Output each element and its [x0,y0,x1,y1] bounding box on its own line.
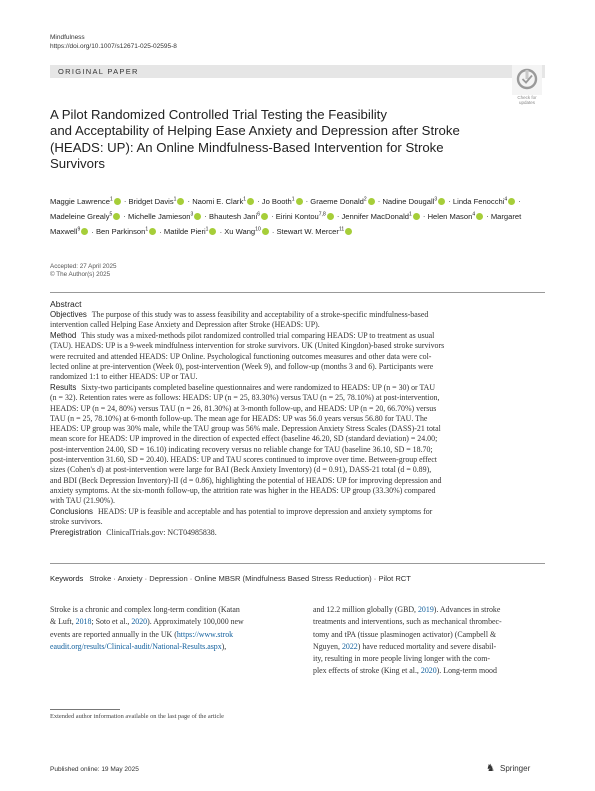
author [164,227,218,236]
author-name: Jennifer MacDonald [341,211,410,221]
author-name: Matilde Pieri [163,227,206,237]
orcid-icon[interactable] [508,198,515,205]
body-right-column: and 12.2 million globally (GBD, 2019). Advances in stroke treatments and interventions, such as mechanical thrombec- tomy and tPA (tissue plasminogen activator) (Campbell & Nguyen, 2022) have reduced mortality and severe disabil- ity, resulting in more people living longer with the com- plex effects of stroke (King et al., 2020). Long-term mood [313,605,502,676]
author-name: Jo Booth [261,196,292,206]
author-list [50,193,545,239]
keywords-label: Keywords [50,574,84,583]
author [310,197,375,206]
author-name: Graeme Donald [310,196,364,206]
author-name: Linda Fenocchi [452,196,505,206]
orcid-icon[interactable] [327,213,334,220]
author-separator: · [375,196,383,206]
author-affiliation: 4 [472,211,476,218]
citation-link[interactable]: 2020 [420,666,437,676]
author-name: Eirini Kontou [275,211,319,221]
author [209,212,269,221]
orcid-icon[interactable] [368,198,375,205]
author [341,212,420,221]
author [453,197,516,206]
citation-link[interactable]: 2022 [341,641,358,651]
clinical-trials-id: ClinicalTrials.gov: NCT04985838. [106,528,217,537]
orcid-icon[interactable] [113,213,120,220]
article-title: A Pilot Randomized Controlled Trial Testing the Feasibility and Acceptability of Helping Ease Anxiety and Depression after Stroke (HEADS: UP): An Online Mindfulness-Based Intervention for Stroke Survivors [50,107,460,172]
doi-link[interactable]: https://doi.org/10.1007/s12671-025-02595-8 [50,43,177,50]
author-separator: · [269,227,277,237]
abstract-method: Method This study was a mixed-methods pilot randomized controlled trial comparing HEADS: UP to treatment as usual (TAU). HEADS: UP is a 9-week mindfulness intervention for stroke survivors. UK (United Kingdon)-based stroke survivors were recruited and attended HEADS: UP Online. Psychological functioning outcomes measures and other data were col- lected online at pre-intervention (Week 0), post-intervention (Week 9), and follow-up (months 3 and 6). Participants were randomized 1:1 to either HEADS: UP or TAU. [50,331,445,382]
author-name: Maggie Lawrence [50,196,110,206]
author-name: Bridget Davis [128,196,174,206]
author-separator: · [303,196,311,206]
orcid-icon[interactable] [247,198,254,205]
author-separator: · [334,211,342,221]
results-label: Results [50,383,77,392]
orcid-icon[interactable] [261,213,268,220]
citation-link[interactable]: 2019 [417,605,434,614]
author [50,197,122,206]
abstract-objectives: Objectives The purpose of this study was to assess feasibility and acceptability of a stroke-specific mindfulness-based intervention called Helping Ease Anxiety and Depression after Stroke (HEADS: UP). [50,310,429,330]
orcid-icon[interactable] [177,198,184,205]
license-line: © The Author(s) 2025 [50,271,111,278]
body-left-column: Stroke is a chronic and complex long-term condition (Katan & Luft, 2018; Soto et al., 2020). Approximately 100,000 new events are reported annually in the UK (https://www.strok eaudit.org/results/Clinical-audit/National-Results.aspx), [50,605,244,651]
author-separator: · [268,211,276,221]
author-affiliation: 2 [363,196,367,202]
author-affiliation: 1 [291,196,295,202]
orcid-icon[interactable] [194,213,201,220]
orcid-icon[interactable] [209,228,216,235]
author-affiliation: 3 [434,196,438,202]
citation-link[interactable]: 2020 [131,617,148,627]
author-affiliation: 6 [257,211,260,218]
author-affiliation: 1 [145,226,149,233]
orcid-icon[interactable] [149,228,156,235]
stroke-audit-link[interactable]: eaudit.org/results/Clinical-audit/National-Results.aspx [50,641,222,651]
accepted-date: Accepted: 27 April 2025 [50,263,117,270]
author-affiliation: 7,8 [318,211,326,218]
author-affiliation: 3 [190,211,194,218]
keywords [50,574,411,583]
author-separator: · [202,211,210,221]
objectives-label: Objectives [50,310,87,319]
abstract-heading: Abstract [50,299,82,309]
citation-link[interactable]: 2018 [75,617,92,627]
abstract-top-rule [50,292,545,293]
publisher-logo: Springer [500,764,531,773]
check-for-updates-icon[interactable] [512,65,542,95]
author [276,227,353,236]
author-name: Xu Wang [224,227,256,237]
author-separator: · [121,196,129,206]
footnote-rule [50,709,120,710]
published-date: Published online: 19 May 2025 [50,766,139,773]
orcid-icon[interactable] [262,228,269,235]
author-affiliation: 1 [109,196,113,202]
author [192,197,255,206]
author-separator: · [446,196,453,206]
preregistration-label: Preregistration [50,528,102,537]
orcid-icon[interactable] [81,228,88,235]
author-name: Nadine Dougall [382,196,435,206]
abstract-preregistration [50,528,545,538]
author-separator: · [420,211,428,221]
author-name: Naomi E. Clark [192,196,244,206]
author [50,212,121,221]
author-name: Madeleine Grealy [50,211,110,221]
method-label: Method [50,331,77,340]
section-label: ORIGINAL PAPER [58,67,139,76]
author-separator: · [484,211,491,221]
stroke-audit-link[interactable]: https://www.strok [176,629,234,639]
author-affiliation: 9 [77,226,81,233]
author [128,197,185,206]
author [224,227,270,236]
author-affiliation: 5 [109,211,113,218]
springer-horse-icon: ♞ [486,763,495,774]
orcid-icon[interactable] [476,213,483,220]
author-affiliation: 11 [338,226,345,233]
author-affiliation: 1 [409,211,412,218]
author [276,212,335,221]
author-affiliation: 1 [243,196,247,202]
author-separator: · [185,196,193,206]
author-affiliation: 4 [504,196,508,202]
orcid-icon[interactable] [296,198,303,205]
author [428,212,485,221]
author-separator: · [89,227,96,237]
author-affiliation: 1 [205,226,209,233]
abstract-results: Results Sixty-two participants completed baseline questionnaires and were randomized to HEADS: UP (n = 30) or TAU (n = 32). Retention rates were as follows: HEADS: UP (n = 25, 83.30%) versus TAU (n = 25, 78.10%) at post-intervention, HEADS: UP (n = 24, 80%) versus TAU (n = 26, 81.30%) at 3-month follow-up, and HEADS: UP (n = 20, 66.70%) versus TAU (n = 25, 78.10%) at 6-month follow-up. The mean age for HEADS: UP was 56.0 years versus 56.80 for TAU. The HEADS: UP group was 30% male, while the TAU group was 56% male. Depression Anxiety Stress Scales (DASS)-21 total mean score for HEADS: UP improved in the direction of expected effect (baseline 46.20, SD (standard deviation) = 24.00; post-intervention 24.00, SD = 16.10) indicating recovery versus no reliable change for TAU (baseline 36.10, SD = 18.70; post-intervention 31.60, SD = 20.40). HEADS: UP and TAU scores continued to improve over time. Between-group effect sizes (Cohen's d) at post-intervention were large for BAI (Beck Anxiety Inventory) (d = 0.91), DASS-21 total (d = 0.89), and BDI (Beck Depression Inventory)-II (d = 0.86), highlighting the potential of HEADS: UP for improving depression and anxiety symptoms. At the six-month follow-up, the attrition rate was higher in the HEADS: UP group (33.30%) compared with TAU (21.90%). [50,383,442,506]
conclusions-label: Conclusions [50,507,93,516]
author-separator: · [157,227,164,237]
author [128,212,202,221]
author [262,197,304,206]
author [96,227,157,236]
footnote: Extended author information available on the last page of the article [50,713,224,720]
author-separator: · [217,227,225,237]
author-name: Margaret Maxwell [50,211,522,237]
author-name: Helen Mason [427,211,473,221]
author-name: Stewart W. Mercer [276,227,339,237]
author-separator: · [516,196,521,206]
orcid-icon[interactable] [345,228,352,235]
author-affiliation: 10 [255,226,261,233]
author-name: Bhautesh Jani [209,211,258,221]
author-name: Michelle Jamieson [128,211,191,221]
keywords-list: Stroke · Anxiety · Depression · Online MBSR (Mindfulness Based Stress Reduction) · Pilot RCT [89,574,411,583]
author-affiliation: 1 [173,196,177,202]
abstract-bottom-rule [50,563,545,564]
author [382,197,446,206]
check-for-updates-label: Check for updates [517,95,537,105]
abstract-conclusions: Conclusions HEADS: UP is feasible and acceptable and has potential to improve depression and anxiety symptoms for stroke survivors. [50,507,433,527]
author-name: Ben Parkinson [95,227,146,237]
journal-name: Mindfulness [50,34,85,41]
orcid-icon[interactable] [114,198,121,205]
orcid-icon[interactable] [438,198,445,205]
author-separator: · [121,211,129,221]
orcid-icon[interactable] [413,213,420,220]
author-separator: · [255,196,262,206]
